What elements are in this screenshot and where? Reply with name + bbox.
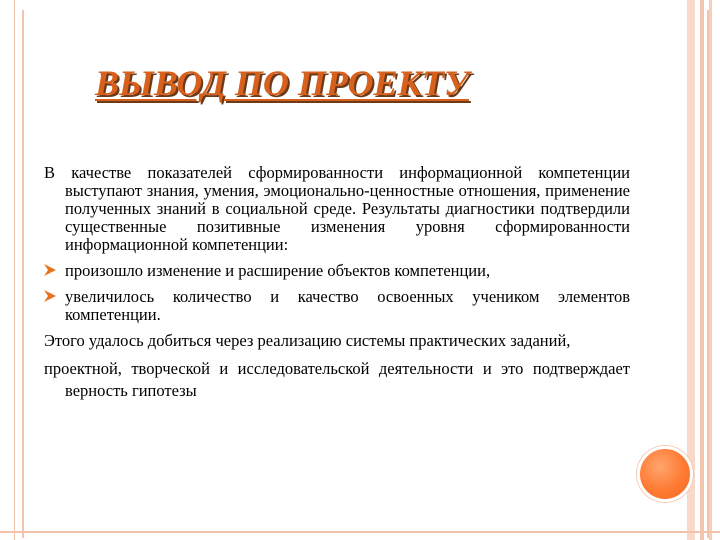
- slide-title: ВЫВОД ПО ПРОЕКТУ: [95, 63, 469, 103]
- paragraph-3: проектной, творческой и исследовательской деятельности и это подтверждает верность гипотезы: [44, 359, 630, 400]
- frame-right-strip-2: [700, 0, 704, 540]
- arrow-bullet-icon: [44, 290, 56, 302]
- paragraph-2: Этого удалось добиться через реализацию системы практических заданий,: [44, 331, 571, 350]
- bullet-item: [44, 262, 630, 280]
- bullet-item: [44, 288, 630, 324]
- bullet-text: произошло изменение и расширение объектов компетенции,: [65, 261, 491, 280]
- frame-bottom-line: [0, 531, 720, 533]
- slide-body: [44, 164, 630, 410]
- intro-paragraph: В качестве показателей сформированности информационной компетенции выступают знания, умения, эмоционально-ценностные отношения, применение полученных знаний в социальной среде. Результаты диагностики подтвердили существенные позитивные изменения уровня сформированности информационной компетенции:: [44, 163, 630, 254]
- frame-left-line: [14, 0, 15, 540]
- bullet-text: увеличилось количество и качество освоенных учеником элементов компетенции.: [65, 287, 630, 324]
- arrow-bullet-icon: [44, 264, 56, 276]
- frame-right-strip-3: [709, 0, 712, 540]
- orange-circle-decoration: [637, 446, 693, 502]
